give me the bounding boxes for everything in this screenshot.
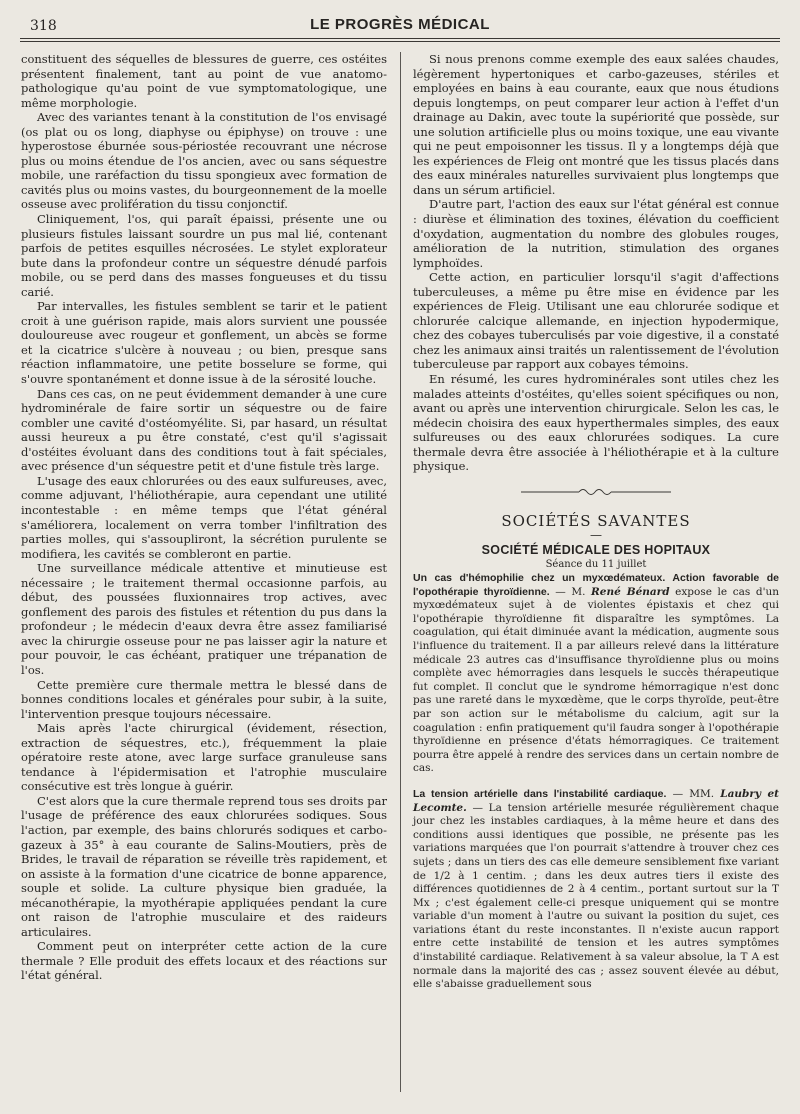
header-rule (20, 41, 780, 42)
section-ornament (413, 488, 779, 496)
paragraph: Cliniquement, l'os, qui paraît épaissi, présente une ou plusieurs fistules laissant sourdre un pus mal lié, contenant parfois de petites esquilles nécrosées. Le stylet explorateur bute dans la profondeur contre un séquestre dénudé parfois mobile, ou se perd dans des masses fongueuses et du tissu carié. (21, 212, 387, 299)
article-text: expose le cas d'un myxœdémateux sujet à de violentes épistaxis et chez qui l'opothérapie thyroïdienne fit disparaître les symptômes. La coagulation, qui était diminuée avant la médication, augmente sous l'influence du traitement. Il a par ailleurs relevé dans la littérature médicale 23 autres cas d'insuffisance thyroïdienne plus ou moins complète avec hémorragies dans lesquels le succès thérapeutique fut complet. Il conclut que le syndrome hémorragique n'est donc pas une rareté dans le myxœdème, que le corps thyroïde, peut-être par son action sur le métabolisme du calcium, agit sur la coagulation : enfin pratiquement qu'il faudra songer à l'opothérapie thyroïdienne en présence d'états hémorragiques. Ce traitement pourra être appelé à rendre des services dans un certain nombre de cas. (413, 585, 780, 775)
article-dash: — MM. (666, 787, 721, 800)
section-heading: SOCIÉTÉS SAVANTES (501, 511, 691, 530)
section-dash: — (590, 528, 602, 543)
left-column (21, 52, 387, 983)
article-tension (413, 788, 779, 992)
paragraph: Cette première cure thermale mettra le blessé dans de bonnes conditions locales et générales pour subir, à la suite, l'intervention presque toujours nécessaire. (21, 677, 387, 721)
paragraph: constituent des séquelles de blessures de guerre, ces ostéites présentent finalement, tant au point de vue anatomo-pathologique qu'au point de vue symptomatologique, une même morphologie. (21, 52, 387, 110)
paragraph: C'est alors que la cure thermale reprend tous ses droits par l'usage de préférence des eaux chlorurées sodiques. Sous l'action, par exemple, des bains chlorurés sodiques et carbo-gazeux à 35° à eau courante de Salins-Moutiers, près de Brides, le travail de réparation se réveille très rapidement, et on assiste à la formation d'une cicatrice de bonne apparence, souple et solide. La culture physique bien graduée, la mécanothérapie, la myothérapie appliquées pendant la cure ont raison de l'atrophie musculaire et des raideurs articulaires. (21, 793, 387, 939)
page-number: 318 (30, 18, 57, 34)
paragraph: Une surveillance médicale attentive et minutieuse est nécessaire ; le traitement thermal occasionne parfois, au début, des poussées fluxionnaires trop actives, avec gonflement des parois des fistules et rétention du pus dans la profondeur ; le médecin d'eaux devra être assez familiarisé avec la chirurgie osseuse pour ne pas laisser agir la nature et pour pouvoir, le cas échéant, pratiquer une trépanation de l'os. (21, 561, 387, 677)
paragraph: L'usage des eaux chlorurées ou des eaux sulfureuses, avec, comme adjuvant, l'héliothérapie, aura cependant une utilité incontestable : en même temps que l'état général s'améliorera, localement on verra tomber l'infiltration des parties molles, qui s'assoupliront, la sécrétion purulente se modifiera, les cavités se combleront en partie. (21, 473, 387, 561)
paragraph: Comment peut on interpréter cette action de la cure thermale ? Elle produit des effets locaux et des réactions sur l'état général. (21, 939, 387, 983)
right-column (413, 52, 779, 992)
paragraph: En résumé, les cures hydrominérales sont utiles chez les malades atteints d'ostéites, qu'elles soient spécifiques ou non, avant ou après une intervention chirurgicale. Selon les cas, le médecin choisira des eaux hyperthermales simples, des eaux sulfureuses ou des eaux chlorurées sodiques. La cure thermale devra être associée à l'héliothérapie et à la culture physique. (413, 372, 779, 474)
article-title: La tension artérielle dans l'instabilité cardiaque. (413, 787, 667, 800)
article-hemophilia (413, 572, 779, 776)
society-heading: SOCIÉTÉ MÉDICALE DES HOPITAUX (481, 542, 711, 557)
paragraph: Dans ces cas, on ne peut évidemment demander à une cure hydrominérale de faire sortir un séquestre ou de faire combler une cavité d'ostéomyélite. Si, par hasard, un résultat aussi heureux a pu être constaté, c'est qu'il s'agissait d'ostéites évoluant dans des conditions tout à fait spéciales, avec présence d'un séquestre petit et d'une fistule très large. (21, 386, 387, 474)
paragraph: Si nous prenons comme exemple des eaux salées chaudes, légèrement hypertoniques et carbo-gazeuses, stériles et employées en bains à eau courante, eaux que nous étudions depuis longtemps, on peut comparer leur action à l'effet d'un drainage au Dakin, avec toute la supériorité que possède, sur une solution artificielle plus ou moins toxique, une eau vivante qui ne peut empoisonner les tissus. Il y a longtemps déjà que les expériences de Fleig ont montré que les tissus placés dans des eaux minérales naturelles survivaient plus longtemps que dans un sérum artificiel. (413, 52, 779, 197)
journal-title: LE PROGRÈS MÉDICAL (310, 16, 490, 33)
article-dash: — M. (549, 585, 592, 598)
article-author: René Bénard (591, 585, 670, 598)
paragraph: Mais après l'acte chirurgical (évidement, résection, extraction de séquestres, etc.), fréquemment la plaie opératoire reste atone, avec large surface granuleuse sans tendance à l'épidermisation et l'atrophie musculaire consécutive est très longue à guérir. (21, 721, 387, 794)
ornament-rule-icon (521, 488, 671, 496)
article-text: — La tension artérielle mesurée régulièrement chaque jour chez les instables cardiaques, à la même heure et dans des conditions aussi identiques que possible, ne présente pas les variations marquées que l'on pourrait s'attendre à trouver chez ces sujets ; dans un tiers des cas elle demeure sensiblement fixe variant de 1/2 à 1 centim. ; dans les deux autres tiers il existe des différences quotidiennes de 2 à 4 centim., portant surtout sur la T Mx ; c'est également celle-ci presque uniquement qui se montre variable d'un moment à l'autre ou suivant la position du sujet, ces variations étant du reste inconstantes. Il n'existe aucun rapport entre cette instabilité de tension et les autres symptômes d'instabilité cardiaque. Relativement à sa valeur absolue, la T A est normale dans la majorité des cas ; assez souvent élevée au début, elle s'abaisse graduellement sous (413, 801, 779, 991)
header-rule (20, 38, 780, 39)
paragraph: D'autre part, l'action des eaux sur l'état général est connue : diurèse et élimination des toxines, élévation du coefficient d'oxydation, augmentation du nombre des globules rouges, amélioration de la nutrition, stimulation des organes lymphoïdes. (413, 197, 779, 270)
article-title: Un cas d'hémophilie chez un myxœdémateux. Action favorable de l'opothérapie thyroïdienne. (413, 572, 779, 598)
session-date: Séance du 11 juillet (545, 558, 647, 570)
column-separator (400, 52, 401, 1092)
article-author: Laubry et Lecomte. (413, 787, 780, 814)
paragraph: Par intervalles, les fistules semblent se tarir et le patient croit à une guérison rapide, mais alors survient une poussée douloureuse avec rougeur et gonflement, un abcès se forme et la cicatrice s'ulcère à nouveau ; ou bien, presque sans réaction inflammatoire, une petite bosselure se forme, qui s'ouvre spontanément et donne issue à de la sérosité louche. (21, 299, 387, 387)
paragraph: Avec des variantes tenant à la constitution de l'os envisagé (os plat ou os long, diaphyse ou épiphyse) on trouve : une hyperostose éburnée sous-périostée recouvrant une nécrose plus ou moins étendue de l'os ancien, avec ou sans séquestre mobile, une raréfaction du tissu spongieux avec formation de cavités plus ou moins vastes, du bourgeonnement de la moelle osseuse avec prolifération du tissu conjonctif. (21, 110, 387, 212)
paragraph: Cette action, en particulier lorsqu'il s'agit d'affections tuberculeuses, a même pu être mise en évidence par les expériences de Fleig. Utilisant une eau chlorurée sodique et chlorurée calcique allemande, en injection hypodermique, chez des cobayes tuberculisés par voie digestive, il a constaté chez les animaux ainsi traités un ralentissement de l'évolution tuberculeuse par rapport aux cobayes témoins. (413, 270, 779, 372)
meeting-report (413, 572, 779, 992)
